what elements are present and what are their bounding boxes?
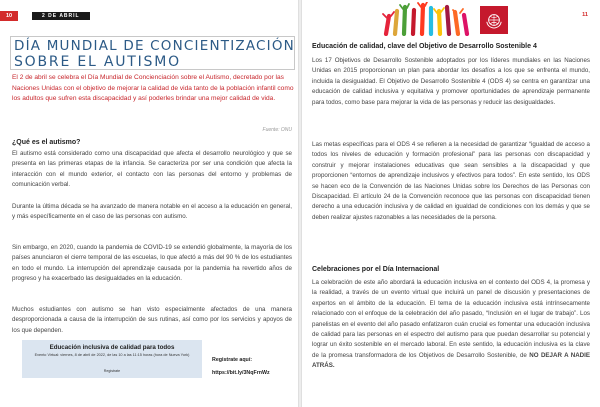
right-page — [300, 0, 600, 407]
heading-quality-education: Educación de calidad, clave del Objetivo de Desarrollo Sostenible 4 — [312, 43, 537, 50]
title-line-1: DÍA MUNDIAL DE CONCIENTIZACIÓN — [14, 38, 295, 54]
paragraph-sdg4-targets: Las metas específicas para el ODS 4 se refieren a la necesidad de garantizar “igualdad de acceso a todos los niveles de educación y formación profesional” para las personas con discapacidad y construir y mejorar instalaciones educativas que sean sensibles a la discapacidad y que proporcionen “entornos de aprendizaje inclusivos y efectivos para todos”. En este sentido, los ODS se hacen eco de la Convención de las Naciones Unidas sobre los Derechos de las Personas con Discapacidad. El artículo 24 de la Convención reconoce que las personas con discapacidad tienen derecho a una educación inclusiva y de calidad en igualdad de condiciones con los demás y que se deben realizar ajustes razonables a las necesidades de la persona. — [312, 141, 590, 221]
page-title — [10, 36, 295, 70]
section-heading-autism: ¿Qué es el autismo? — [12, 139, 81, 146]
paragraph-education-progress: Durante la última década se ha avanzado de manera notable en el acceso a la educación en general, y más específicamente en el caso de las personas con autismo. — [12, 203, 292, 221]
paragraph-sdg-overview: Los 17 Objetivos de Desarrollo Sostenible adoptados por los líderes mundiales en las Naciones Unidas en 2015 proporcionan un plan para abordar los desafíos a los que se enfrenta el mundo, incluida la desigualdad. El Objetivo de Desarrollo Sostenible 4 (ODS 4) se centra en garantizar una educación de calidad inclusiva y equitativa y promover oportunidades de aprendizaje permanente para todos, como base para mejorar la vida de las personas y reducir las desigualdades. — [312, 57, 590, 106]
book-spine — [298, 0, 302, 407]
paragraph-students-affected: Muchos estudiantes con autismo se han visto especialmente afectados de una manera desproporcionada a causa de la interrupción de sus rutinas, así como por los servicios y apoyos de los que dependen. — [12, 306, 292, 334]
paragraph-celebrations — [312, 278, 590, 372]
intro-paragraph: El 2 de abril se celebra el Día Mundial de Concienciación sobre el Autismo, decretado por las Naciones Unidas con el objetivo de mejorar la calidad de vida tanto de la población infantil como los adultos que sufren esta discapacidad y así poderles brindar una mejor calidad de vida. — [12, 74, 294, 103]
source-credit: Fuente: ONU — [262, 127, 292, 133]
left-header — [0, 11, 300, 21]
title-line-2: SOBRE EL AUTISMO — [14, 54, 181, 70]
banner-title: Educación inclusiva de calidad para todos — [49, 344, 175, 351]
paragraph-autism-definition: El autismo está considerado como una discapacidad que afecta el desarrollo neurológico y que se presenta en las primeras etapas de la infancia. Se caracteriza por ser una condición que afecta la interacción con el mundo exterior, el contacto con las personas del entorno y problemas de comunicación verbal. — [12, 150, 292, 189]
un-emblem-icon — [480, 6, 508, 34]
page-number-left: 10 — [0, 11, 18, 21]
page-number-right: 11 — [582, 12, 588, 18]
raised-hands-icon — [380, 2, 475, 36]
event-banner[interactable] — [22, 340, 202, 378]
date-label: 2 DE ABRIL — [32, 12, 90, 20]
paragraph-pandemic: Sin embargo, en 2020, cuando la pandemia de COVID-19 se extendió globalmente, la mayoría de los países anunciaron el cierre temporal de las escuelas, lo que afectó a más del 90 % de los estudiantes en todo el mundo. La interrupción del aprendizaje causada por la pandemia ha revertido años de progreso y ha exacerbado las desigualdades en la educación. — [12, 244, 292, 283]
leave-no-one-behind: NO DEJAR A NADIE ATRÁS. — [312, 351, 590, 370]
register-label: Registrate aquí: — [212, 357, 253, 363]
register-button[interactable]: Registrate — [103, 369, 121, 373]
banner-subtitle: Evento Virtual: viernes, 8 de abril de 2022, de las 10 a las 11:15 horas (hora de Nueva York) — [34, 353, 190, 357]
register-link[interactable]: https://bit.ly/3NqFrnWz — [212, 370, 270, 376]
celebrations-text: La celebración de este año abordará la educación inclusiva en el contexto del ODS 4, la promesa y la realidad, a través de un evento virtual que incluirá un panel de discusión y presentaciones de expertos en el ámbito de la educación. El tema de la educación inclusiva está intrínsecamente relacionado con el enfoque de la celebración del año pasado, “Inclusión en el lugar de trabajo”. Los panelistas en el evento del año pasado enfatizaron cuán crucial es fomentar una educación inclusiva de calidad para las personas en el espectro del autismo para que puedan desarrollar su potencial y lograr un éxito sostenible en el mercado laboral. En este sentido, la educación inclusiva es la clave de la promesa transformadora de los Objetivos de Desarrollo Sostenible, de — [312, 279, 590, 359]
heading-celebrations: Celebraciones por el Día Internacional — [312, 266, 440, 273]
